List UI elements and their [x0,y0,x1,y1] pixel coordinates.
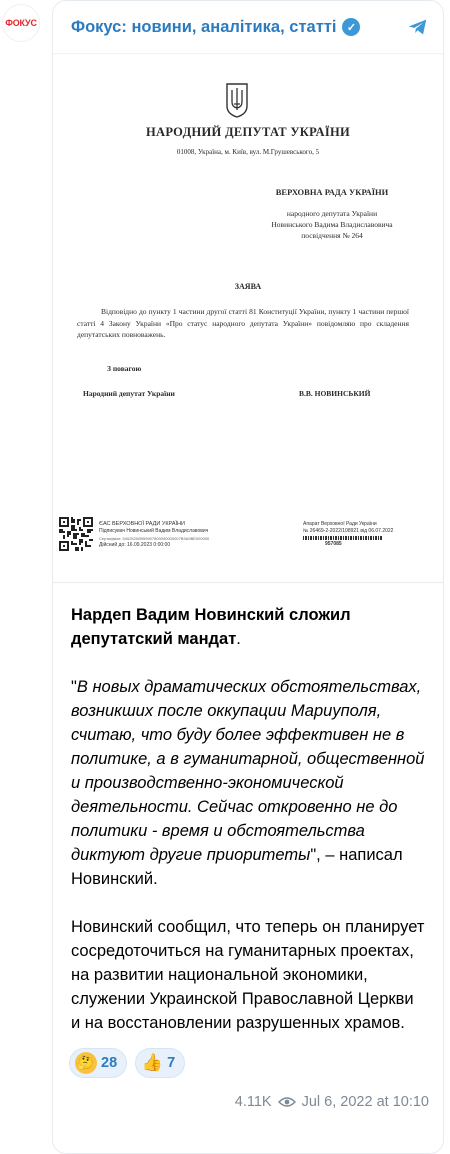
recipient-line: посвідчення № 264 [301,231,363,240]
doc-heading: ЗАЯВА [234,282,262,291]
eye-icon [278,1096,296,1108]
stamp-line: Сертифікат: 54025200B59907800040000007B9A9BE000000 [99,536,210,541]
headline-end: . [236,630,241,648]
registration-number: 957085 [325,541,342,547]
post-meta [53,1078,443,1110]
doc-signature-title: Народний депутат України [83,389,175,398]
quote-text: В новых драматических обстоятельствах, возникших после оккупации Мариуполя, считаю, что буду более эффективен не в политике, а в гуманитарной, общественной и производственно-экономической деятельности. Сейчас откровенно не до политики - время и обстоятельства диктуют другие приоритеты [71,678,425,864]
reaction-thumbs-up[interactable] [135,1048,185,1078]
body-paragraph: Новинский сообщил, что теперь он планирует сосредоточиться на гуманитарных проектах, на развитии национальной экономики, служении Украинской Православной Церкви и на восстановлении разрушенных храмов. [71,918,425,1032]
trident-emblem-icon [225,82,249,118]
stamp-line: Дійсний до: 16.09.2023 0:00:00 [99,542,171,548]
reaction-thinking[interactable] [69,1048,127,1078]
quote-attribution: ", – написал Новинский. [71,846,403,888]
thumbs-up-icon: 👍 [141,1053,163,1072]
qr-code-icon [59,517,93,551]
reactions-bar [53,1035,443,1078]
digital-signature-stamp [99,521,209,549]
doc-signature-name: В.В. НОВИНСЬКИЙ [299,389,371,398]
recipient-line: народного депутата України [286,209,378,218]
registration-line: Апарат Верховної Ради України [303,521,377,527]
headline-text: Нардеп Вадим Новинский сложил депутатский мандат [71,606,351,648]
doc-body: Відповідно до пункту 1 частини другої статті 81 Конституції України, пункту 1 частини першої статті 4 Закону України «Про статус народного депутата України» повідомляю про складення депутатських повноважень. [77,307,409,339]
registration-stamp [303,521,393,548]
doc-address: 01008, Україна, м. Київ, вул. М.Грушевського, 5 [176,148,320,156]
post-timestamp[interactable]: Jul 6, 2022 at 10:10 [301,1094,429,1110]
document-scan[interactable] [53,53,443,583]
recipient-line: Новинського Вадима Владиславовича [271,220,393,229]
post-header [53,1,443,53]
registration-line: № 26469-2-2022/108921 від 06.07.2022 [303,528,394,534]
barcode-icon [303,536,383,540]
thinking-face-icon: 🤔 [75,1052,97,1074]
recipient-line: ВЕРХОВНА РАДА УКРАЇНИ [275,187,389,197]
doc-title: НАРОДНИЙ ДЕПУТАТ УКРАЇНИ [145,125,351,139]
post-text [53,583,443,1035]
doc-recipient [237,187,427,241]
view-count: 4.11K [234,1094,272,1110]
doc-regards: З повагою [107,364,142,373]
channel-name[interactable]: Фокус: новини, аналітика, статті [71,17,337,36]
telegram-icon[interactable] [407,16,429,38]
avatar-text: ФОКУС [5,18,37,28]
stamp-line: ЄАС ВЕРХОВНОЇ РАДИ УКРАЇНИ [99,521,185,527]
verified-check-icon: ✓ [342,18,360,36]
reaction-count: 7 [167,1055,176,1071]
headline [71,603,425,651]
quote-paragraph [71,675,425,891]
stamp-line: Підписувач Новинський Вадим Владиславович [99,528,209,534]
post-card [52,0,444,1154]
reaction-count: 28 [101,1055,118,1071]
channel-avatar[interactable] [2,4,40,42]
quote-open: " [71,678,77,696]
